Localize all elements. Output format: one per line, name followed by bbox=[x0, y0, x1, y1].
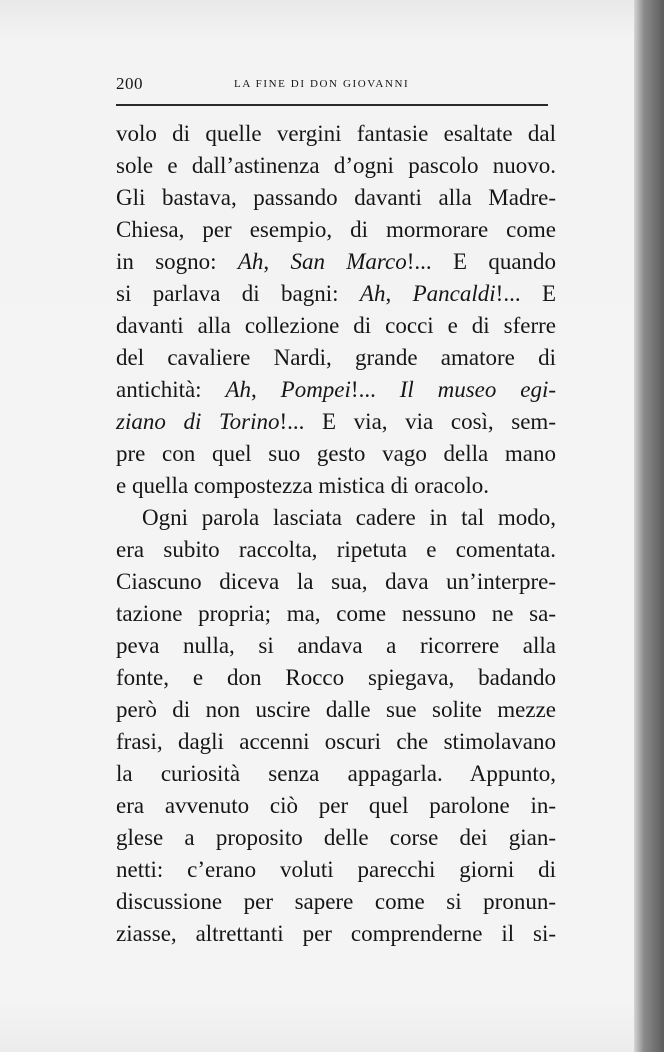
text-line: Chiesa, per esempio, di mormorare come bbox=[116, 217, 556, 242]
text-line: tazione propria; ma, come nessuno ne sa- bbox=[116, 601, 556, 626]
text-line-italic-phrase: si parlava di bagni: Ah, Pancaldi!... E bbox=[116, 281, 556, 306]
text-line: del cavaliere Nardi, grande amatore di bbox=[116, 345, 556, 370]
text-line: glese a proposito delle corse dei gian- bbox=[116, 825, 556, 850]
text-line-paragraph-start: Ogni parola lasciata cadere in tal modo, bbox=[142, 505, 556, 530]
body-text bbox=[116, 118, 556, 950]
text-line: pre con quel suo gesto vago della mano bbox=[116, 441, 556, 466]
text-line: era subito raccolta, ripetuta e comentata. bbox=[116, 537, 556, 562]
page-edge-shadow bbox=[634, 0, 664, 1052]
text-line: era avvenuto ciò per quel parolone in- bbox=[116, 793, 556, 818]
text-line: frasi, dagli accenni oscuri che stimolavano bbox=[116, 729, 556, 754]
text-line-italic-phrase: ziano di Torino!... E via, via così, sem- bbox=[116, 409, 556, 434]
text-line: peva nulla, si andava a ricorrere alla bbox=[116, 633, 556, 658]
header-rule bbox=[116, 104, 548, 106]
text-line-italic-phrase: antichità: Ah, Pompei!... Il museo egi- bbox=[116, 377, 557, 402]
text-line: discussione per sapere come si pronun- bbox=[116, 889, 556, 914]
text-line: volo di quelle vergini fantasie esaltate dal bbox=[116, 121, 556, 146]
text-line-italic-phrase: in sogno: Ah, San Marco!... E quando bbox=[116, 249, 557, 274]
text-line: davanti alla collezione di cocci e di sferre bbox=[116, 313, 556, 338]
text-line: fonte, e don Rocco spiegava, badando bbox=[116, 665, 556, 690]
text-line: ziasse, altrettanti per comprenderne il si- bbox=[116, 921, 556, 946]
page-header bbox=[116, 72, 548, 100]
text-line-paragraph-end: e quella compostezza mistica di oracolo. bbox=[116, 473, 489, 498]
text-line: Ciascuno diceva la sua, dava un’interpre- bbox=[116, 569, 556, 594]
text-line: netti: c’erano voluti parecchi giorni di bbox=[116, 857, 556, 882]
running-title: LA FINE DI DON GIOVANNI bbox=[234, 78, 410, 90]
text-line: la curiosità senza appagarla. Appunto, bbox=[116, 761, 556, 786]
page-number: 200 bbox=[116, 74, 143, 93]
text-line: Gli bastava, passando davanti alla Madre- bbox=[116, 185, 556, 210]
text-line: sole e dall’astinenza d’ogni pascolo nuovo. bbox=[116, 153, 556, 178]
text-line: però di non uscire dalle sue solite mezze bbox=[116, 697, 556, 722]
